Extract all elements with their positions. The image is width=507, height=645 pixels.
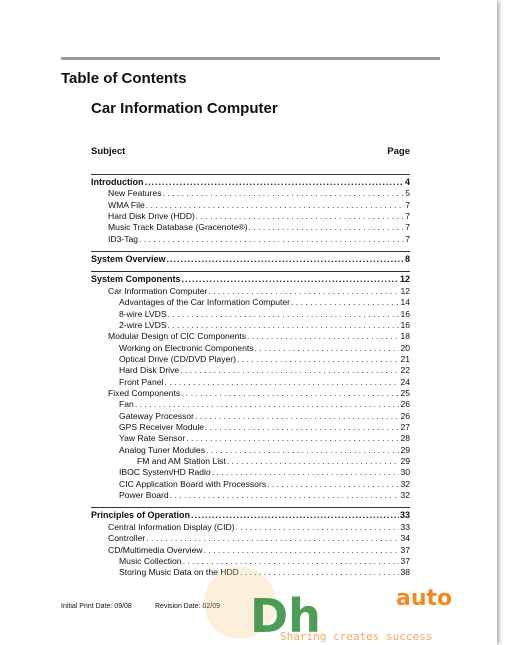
toc-leader-dots [205, 421, 399, 433]
toc-leader-dots [180, 364, 399, 376]
toc-entry-label: WMA File [108, 199, 145, 210]
watermark-tagline: Sharing creates success [280, 630, 433, 643]
page-title: Table of Contents [61, 70, 187, 87]
watermark-brand-right: auto [396, 586, 453, 611]
toc-leader-dots [212, 466, 400, 478]
toc-entry-label: New Features [108, 188, 162, 199]
toc-leader-dots [236, 521, 400, 533]
toc-entry-page: 5 [405, 188, 410, 199]
revision-date: Revision Date: 02/09 [155, 603, 220, 610]
toc-entry-page: 21 [400, 353, 410, 364]
toc-leader-dots [145, 176, 404, 188]
toc-entry-page: 38 [400, 567, 410, 578]
toc-entry-label: Music Track Database (Gracenote®) [108, 222, 248, 233]
toc-leader-dots [163, 187, 405, 199]
toc-entry-page: 32 [400, 490, 410, 501]
toc-entry-label: IBOC System/HD Radio [119, 467, 211, 478]
subject-column-header: Subject [91, 146, 126, 157]
toc-leader-dots [168, 308, 400, 320]
toc-entry-page: 25 [400, 387, 410, 398]
toc-entry-label: Hard Disk Drive (HDD) [108, 211, 195, 222]
toc-entry-page: 22 [400, 365, 410, 376]
toc-leader-dots [227, 455, 400, 467]
toc-entry-label: Modular Design of CIC Components [108, 331, 247, 342]
toc-entry-label: CD/Multimedia Overview [108, 544, 203, 555]
toc-entry-label: Gateway Processor [119, 410, 194, 421]
toc-entry-page: 4 [404, 177, 410, 187]
toc-entry[interactable] [119, 342, 410, 354]
toc-entry-label: Music Collection [119, 555, 182, 566]
toc-entry[interactable] [119, 421, 410, 433]
toc-leader-dots [247, 330, 399, 342]
toc-entry-label: CIC Application Board with Processors [119, 478, 267, 489]
toc-leader-dots [196, 210, 404, 222]
toc-entry-label: Analog Tuner Modules [119, 444, 205, 455]
section-divider [91, 271, 410, 272]
toc-entry-page: 12 [400, 285, 410, 296]
toc-entry-page: 27 [400, 422, 410, 432]
toc-leader-dots [195, 410, 399, 422]
toc-entry-page: 20 [400, 342, 410, 353]
toc-section-entry[interactable] [91, 253, 410, 265]
toc-leader-dots [255, 342, 400, 354]
toc-entry-label: Car Information Computer [108, 285, 208, 296]
toc-leader-dots [181, 387, 399, 399]
toc-entry-label: Hard Disk Drive [119, 365, 180, 376]
toc-entry-label: Storing Music Data on the HDD [119, 567, 239, 578]
toc-entry-page: 16 [400, 308, 410, 319]
toc-entry-page: 16 [400, 319, 410, 330]
toc-entry-page: 29 [400, 456, 410, 467]
toc-leader-dots [291, 296, 399, 308]
toc-entry-label: Optical Drive (CD/DVD Player) [119, 353, 236, 364]
toc-leader-dots [135, 398, 400, 410]
toc-entry-page: 18 [400, 331, 410, 342]
toc-leader-dots [237, 353, 399, 365]
toc-entry[interactable] [108, 221, 410, 233]
toc-entry-label: ID3-Tag [108, 233, 139, 244]
toc-entry[interactable] [119, 478, 410, 490]
toc-leader-dots [168, 319, 400, 331]
toc-leader-dots [206, 444, 399, 456]
toc-entry-page: 24 [400, 376, 410, 387]
toc-entry-page: 26 [400, 410, 410, 421]
toc-section-entry[interactable] [91, 509, 410, 521]
toc-entry-label: FM and AM Station List [137, 456, 226, 467]
toc-leader-dots [191, 509, 399, 521]
toc-entry-page: 26 [400, 399, 410, 410]
toc-entry-page: 7 [405, 222, 410, 233]
toc-leader-dots [186, 432, 399, 444]
toc-entry-label: System Overview [91, 254, 166, 265]
toc-entry-page: 7 [405, 233, 410, 244]
toc-entry[interactable] [119, 432, 410, 444]
toc-leader-dots [139, 233, 404, 245]
toc-entry-label: GPS Receiver Module [119, 422, 205, 432]
toc-entry-label: Advantages of the Car Information Computer [119, 297, 291, 308]
page-column-header: Page [387, 146, 410, 157]
toc-entry-page: 29 [400, 444, 410, 455]
toc-entry-page: 28 [400, 433, 410, 444]
toc-entry-page: 14 [400, 297, 410, 308]
toc-entry-page: 33 [399, 510, 410, 521]
toc-entry-page: 7 [405, 211, 410, 222]
toc-section-entry[interactable] [91, 273, 410, 285]
toc-entry[interactable] [119, 296, 410, 308]
toc-entry-label: Introduction [91, 177, 144, 187]
toc-section-entry[interactable] [91, 176, 410, 188]
toc-entry[interactable] [119, 376, 410, 388]
toc-entry-label: Fan [119, 399, 134, 410]
toc-entry[interactable] [119, 364, 410, 376]
toc-entry-page: 7 [405, 199, 410, 210]
toc-leader-dots [267, 478, 399, 490]
toc-entry-label: Controller [108, 533, 146, 544]
toc-entry-label: Front Panel [119, 376, 164, 387]
toc-entry-page: 33 [400, 521, 410, 532]
section-divider [91, 174, 410, 175]
toc-leader-dots [167, 253, 404, 265]
toc-leader-dots [146, 532, 399, 544]
toc-entry[interactable] [119, 353, 410, 365]
toc-entry-label: Central Information Display (CID) [108, 521, 235, 532]
toc-leader-dots [146, 199, 404, 211]
toc-entry-page: 30 [400, 467, 410, 478]
header-rule [61, 57, 440, 60]
toc-entry[interactable] [108, 330, 410, 342]
toc-entry-page: 34 [400, 533, 410, 544]
toc-entry[interactable] [119, 466, 410, 478]
toc-entry[interactable] [108, 187, 410, 199]
toc-leader-dots [164, 376, 399, 388]
toc-entry-label: Power Board [119, 490, 169, 501]
toc-entry[interactable] [108, 521, 410, 533]
toc-entry[interactable] [137, 455, 410, 467]
initial-print-date: Initial Print Date: 09/08 [61, 603, 132, 610]
section-divider [91, 507, 410, 508]
toc-entry[interactable] [119, 319, 410, 331]
toc-leader-dots [182, 273, 399, 285]
toc-entry-page: 8 [404, 254, 410, 265]
toc-entry[interactable] [108, 387, 410, 399]
toc-entry[interactable] [119, 410, 410, 422]
toc-entry[interactable] [119, 444, 410, 456]
toc-entry[interactable] [108, 233, 410, 245]
toc-entry-label: Fixed Components [108, 387, 181, 398]
toc-entry-page: 37 [400, 544, 410, 555]
toc-entry[interactable] [119, 489, 410, 501]
toc-entry[interactable] [119, 308, 410, 320]
toc-entry[interactable] [108, 199, 410, 211]
toc-entry-page: 37 [400, 555, 410, 566]
toc-entry[interactable] [108, 532, 410, 544]
toc-entry-label: Yaw Rate Sensor [119, 433, 186, 444]
watermark-logo [200, 545, 500, 645]
toc-entry-page: 12 [399, 274, 410, 285]
toc-entry[interactable] [119, 398, 410, 410]
document-subtitle: Car Information Computer [91, 100, 278, 117]
toc-entry[interactable] [108, 210, 410, 222]
toc-entry-label: 8-wire LVDS [119, 308, 167, 319]
toc-leader-dots [249, 221, 405, 233]
toc-entry-page: 32 [400, 478, 410, 489]
toc-entry-label: Principles of Operation [91, 510, 191, 521]
watermark-brand-left: Dh [250, 589, 321, 643]
toc-leader-dots [208, 285, 399, 297]
toc-entry-label: System Components [91, 274, 181, 285]
toc-entry-label: 2-wire LVDS [119, 319, 167, 330]
toc-leader-dots [170, 489, 400, 501]
section-divider [91, 251, 410, 252]
toc-entry[interactable] [108, 285, 410, 297]
toc-entry-label: Working on Electronic Components [119, 342, 254, 353]
